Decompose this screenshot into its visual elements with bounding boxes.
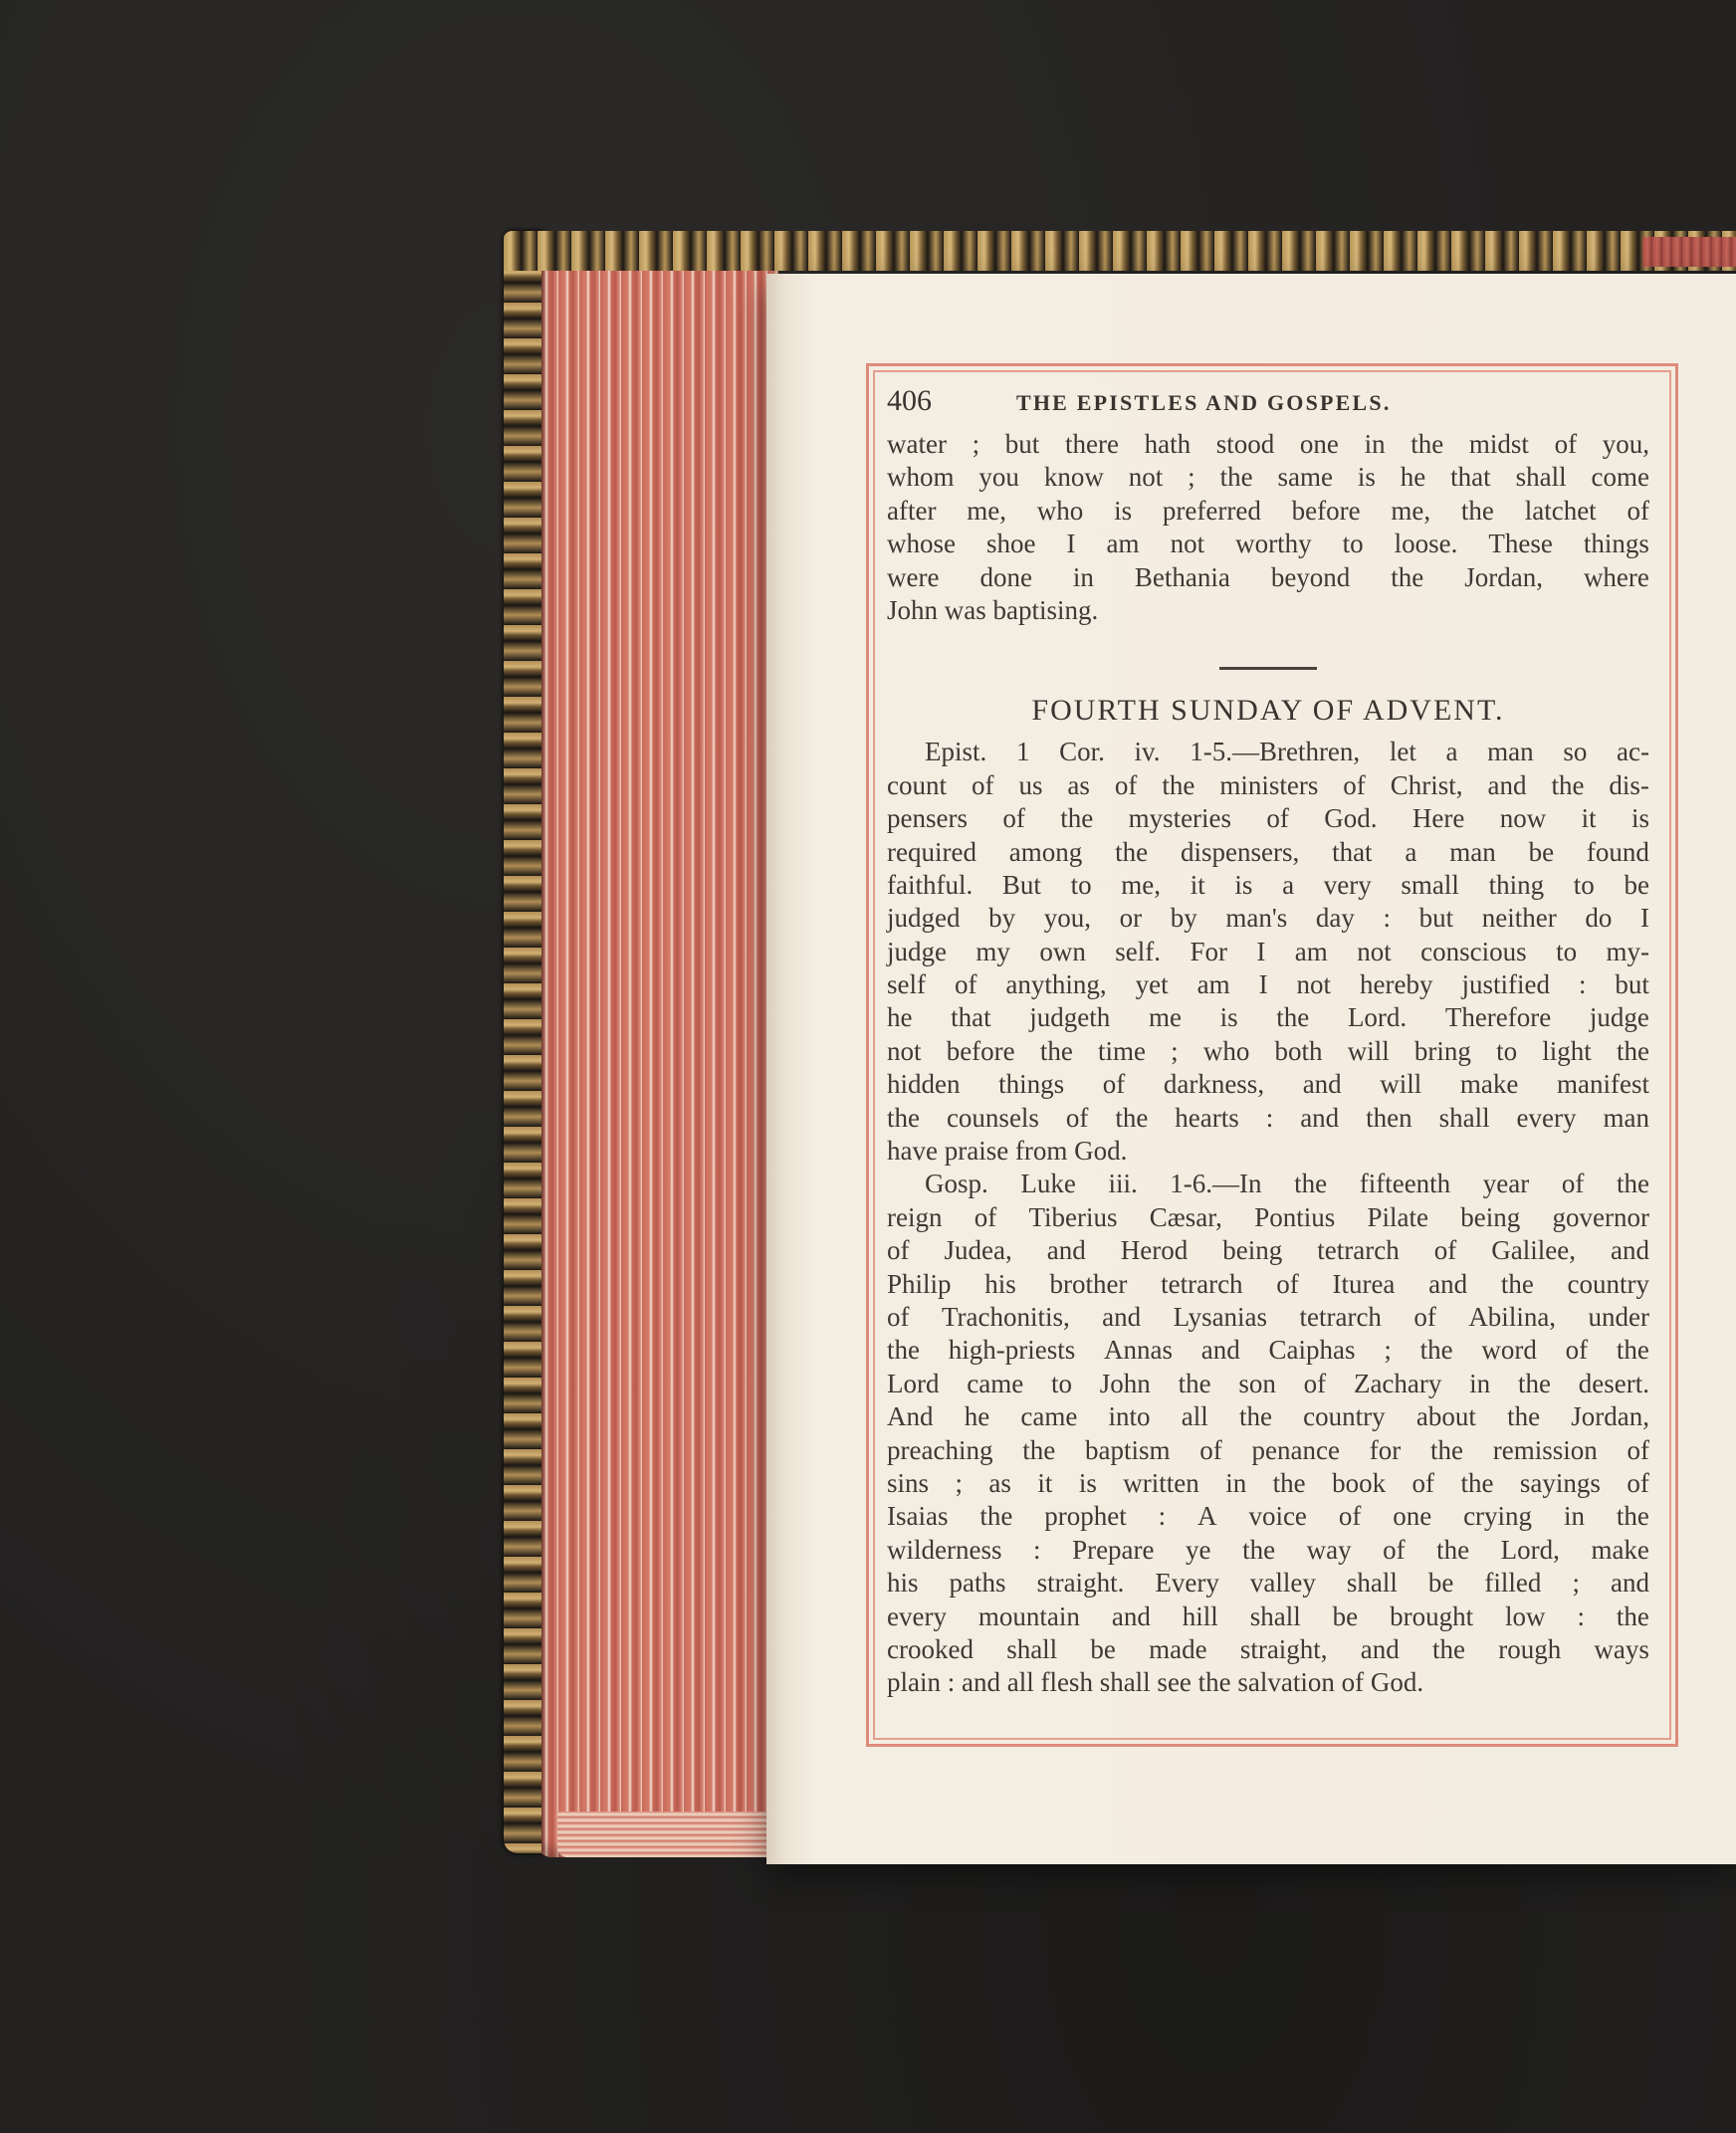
text-line: plain : and all flesh shall see the salvation of God. [887, 1667, 1424, 1698]
text-line: Lord came to John the son of Zachary in the desert. [887, 1368, 1649, 1398]
cover-gilt-edge [504, 231, 542, 1853]
text-line: of Judea, and Herod being tetrarch of Galilee, and [887, 1235, 1649, 1266]
text-line: the counsels of the hearts : and then shall every man [887, 1102, 1649, 1133]
text-line: count of us as of the ministers of Christ, and the dis- [887, 769, 1649, 800]
text-line: John was baptising. [887, 594, 1099, 625]
text-line: judged by you, or by man's day : but neither do I [887, 903, 1649, 934]
text-line: he that judgeth me is the Lord. Therefore judge [887, 1002, 1649, 1033]
text-line: required among the dispensers, that a man be found [887, 836, 1649, 867]
section-heading: FOURTH SUNDAY OF ADVENT. [1031, 694, 1505, 728]
text-line: whose shoe I am not worthy to loose. These things [887, 529, 1649, 559]
text-line: every mountain and hill shall be brought low : the [887, 1600, 1649, 1631]
text-line: hidden things of darkness, and will make manifest [887, 1069, 1649, 1100]
text-line: whom you know not ; the same is he that shall come [887, 462, 1649, 493]
text-line: faithful. But to me, it is a very small thing to be [887, 869, 1649, 900]
ribbon-edge [1642, 237, 1736, 267]
page-number: 406 [887, 384, 932, 417]
text-line: have praise from God. [887, 1136, 1128, 1167]
section-divider [1219, 667, 1317, 670]
text-line: Isaias the prophet : A voice of one crying in the [887, 1501, 1649, 1532]
text-line: And he came into all the country about the Jordan, [887, 1401, 1649, 1432]
continuation-paragraph [887, 428, 1649, 627]
page-edges [538, 267, 778, 1857]
running-head [887, 384, 1649, 428]
text-line: wilderness : Prepare ye the way of the Lord, make [887, 1534, 1649, 1565]
text-line: self of anything, yet am I not hereby justified : but [887, 969, 1649, 1000]
text-line: Gosp. Luke iii. 1-6.—In the fifteenth year of the [925, 1169, 1649, 1199]
text-line: crooked shall be made straight, and the rough ways [887, 1633, 1649, 1664]
text-line: pensers of the mysteries of God. Here now it is [887, 803, 1649, 834]
epistle-paragraph [887, 736, 1649, 1168]
text-line: after me, who is preferred before me, the latchet of [887, 495, 1649, 526]
gospel-paragraph [887, 1168, 1649, 1699]
cover-gilt-top [504, 231, 1736, 271]
text-line: reign of Tiberius Cæsar, Pontius Pilate being governor [887, 1201, 1649, 1232]
page-edges-bottom [557, 1812, 786, 1857]
text-line: sins ; as it is written in the book of the sayings of [887, 1467, 1649, 1498]
text-line: his paths straight. Every valley shall be filled ; and [887, 1568, 1649, 1599]
text-line: judge my own self. For I am not conscious to my- [887, 936, 1649, 966]
text-line: water ; but there hath stood one in the midst of you, [887, 429, 1649, 459]
running-title: THE EPISTLES AND GOSPELS. [1016, 390, 1392, 415]
text-line: not before the time ; who both will bring to light the [887, 1035, 1649, 1066]
text-line: Philip his brother tetrarch of Iturea and the country [887, 1268, 1649, 1299]
text-line: Epist. 1 Cor. iv. 1-5.—Brethren, let a man so ac- [925, 737, 1649, 767]
text-line: of Trachonitis, and Lysanias tetrarch of Abilina, under [887, 1301, 1649, 1332]
text-line: the high-priests Annas and Caiphas ; the word of the [887, 1335, 1649, 1366]
text-line: preaching the baptism of penance for the remission of [887, 1434, 1649, 1465]
text-line: were done in Bethania beyond the Jordan, where [887, 561, 1649, 592]
page-text-block [887, 384, 1649, 1700]
